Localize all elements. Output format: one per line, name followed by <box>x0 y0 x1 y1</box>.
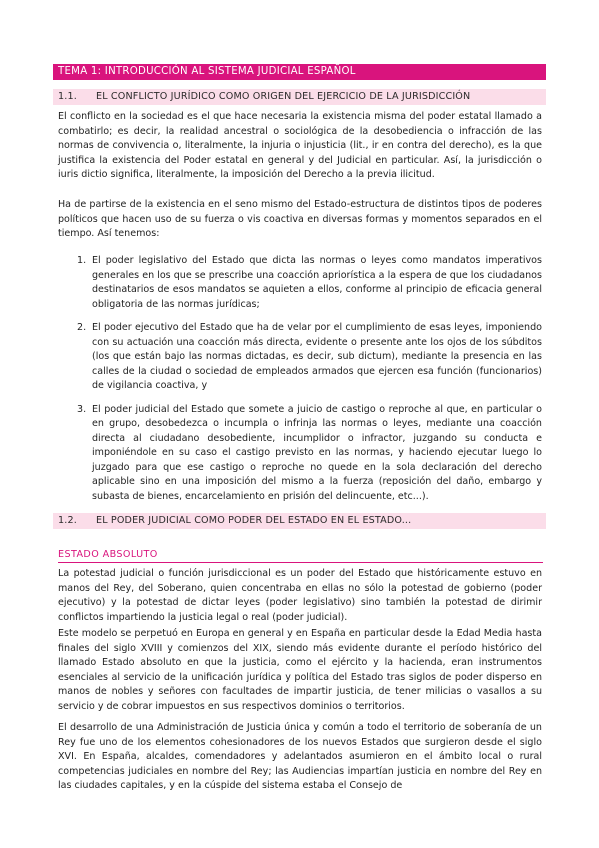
section-title: EL CONFLICTO JURÍDICO COMO ORIGEN DEL EJERCICIO DE LA JURISDICCIÓN <box>96 91 471 102</box>
section-heading-1-1 <box>53 89 546 105</box>
paragraph-administration: El desarrollo de una Administración de Justicia única y común a todo el territorio de soberanía de un Rey fue uno de los elementos cohesionadores de los nuevos Estados que surgieron desde el siglo XVI. En España, alcaldes, comendadores y adelantados asumieron en el ámbito local o rural competencias judiciales en nombre del Rey; las Audiencias impartían justicia en nombre del Rey en las ciudades capitales, y en la cúspide del sistema estaba el Consejo de <box>58 722 542 791</box>
section-title: EL PODER JUDICIAL COMO PODER DEL ESTADO EN EL ESTADO... <box>96 515 412 526</box>
paragraph-conflict: El conflicto en la sociedad es el que hace necesaria la existencia misma del poder estatal llamado a combatirlo; es decir, la realidad ancestral o sociológica de la desobediencia o infracción de las normas de convivencia o, literalmente, la injuria o injusticia (lit., ir en contra del derecho), es la que justifica la existencia del Poder estatal en general y del Judicial en particular. Así, la jurisdicción o iuris dictio significa, literalmente, la imposición del Derecho a la previa ilicitud. <box>58 111 542 180</box>
subheading-estado-absoluto: ESTADO ABSOLUTO <box>58 548 543 563</box>
section-number: 1.1. <box>58 91 77 102</box>
section-number: 1.2. <box>58 515 77 526</box>
paragraph-model-history: Este modelo se perpetuó en Europa en general y en España en particular desde la Edad Media hasta finales del siglo XVIII y comienzos del XIX, siendo más evidente durante el período histórico del llamado Estado absoluto en que la justicia, como el ejército y la hacienda, eran instrumentos esenciales al servicio de la unificación jurídica y política del Estado tras siglos de poder disperso en manos de nobles y señores con facultades de impartir justicia, de tener milicias o vasallos a su servicio y de cobrar impuestos en sus respectivos dominios o territorios. <box>58 628 542 712</box>
paragraph-powers-intro: Ha de partirse de la existencia en el seno mismo del Estado-estructura de distintos tipos de poderes políticos que hacen uso de su fuerza o vis coactiva en diversas formas y momentos separados en el tiempo. Así tenemos: <box>58 199 542 239</box>
chapter-title: TEMA 1: INTRODUCCIÓN AL SISTEMA JUDICIAL ESPAÑOL <box>53 64 546 80</box>
powers-list <box>58 254 542 513</box>
paragraph-judicial-power: La potestad judicial o función jurisdiccional es un poder del Estado que históricamente estuvo en manos del Rey, del Soberano, quien concentraba en ellas no sólo la potestad de gobierno (poder ejecutivo) y la potestad de dictar leyes (poder legislativo) sino también la potestad de dirimir conflictos impartiendo la justicia legal o real (poder judicial). <box>58 568 542 623</box>
list-item: 2. El poder ejecutivo del Estado que ha de velar por el cumplimiento de esas leyes, imponiendo con su actuación una coacción más directa, evidente o presente ante los ojos de los súbditos (los que están bajo las normas dictadas, es decir, sub dictum), mediante la presencia en las calles de la ciudad o sociedad de empleados armados que ejercen esa función (funcionarios) de vigilancia coactiva, y <box>77 322 542 391</box>
section-heading-1-2 <box>53 513 546 529</box>
list-item: 1. El poder legislativo del Estado que dicta las normas o leyes como mandatos imperativos generales en los que se prescribe una coacción apriorística a la espera de que los ciudadanos destinatarios de esos mandatos se aquieten a ellos, conforme al principio de eficacia general obligatoria de las normas jurídicas; <box>77 255 542 310</box>
list-item: 3. El poder judicial del Estado que somete a juicio de castigo o reproche al que, en particular o en grupo, desobedezca o incumpla o infrinja las normas o leyes, mediante una coacción directa al ciudadano desobediente, incumplidor o infractor, juzgando su conducta e imponiéndole en su caso el castigo previsto en las normas, y haciendo ejecutar luego lo juzgado para que ese castigo o reproche no quede en la sola declaración del derecho aplicable sino en una imposición del mismo a la fuerza (reposición del daño, embargo y subasta de bienes, encarcelamiento en prisión del delincuente, etc...). <box>77 403 542 502</box>
